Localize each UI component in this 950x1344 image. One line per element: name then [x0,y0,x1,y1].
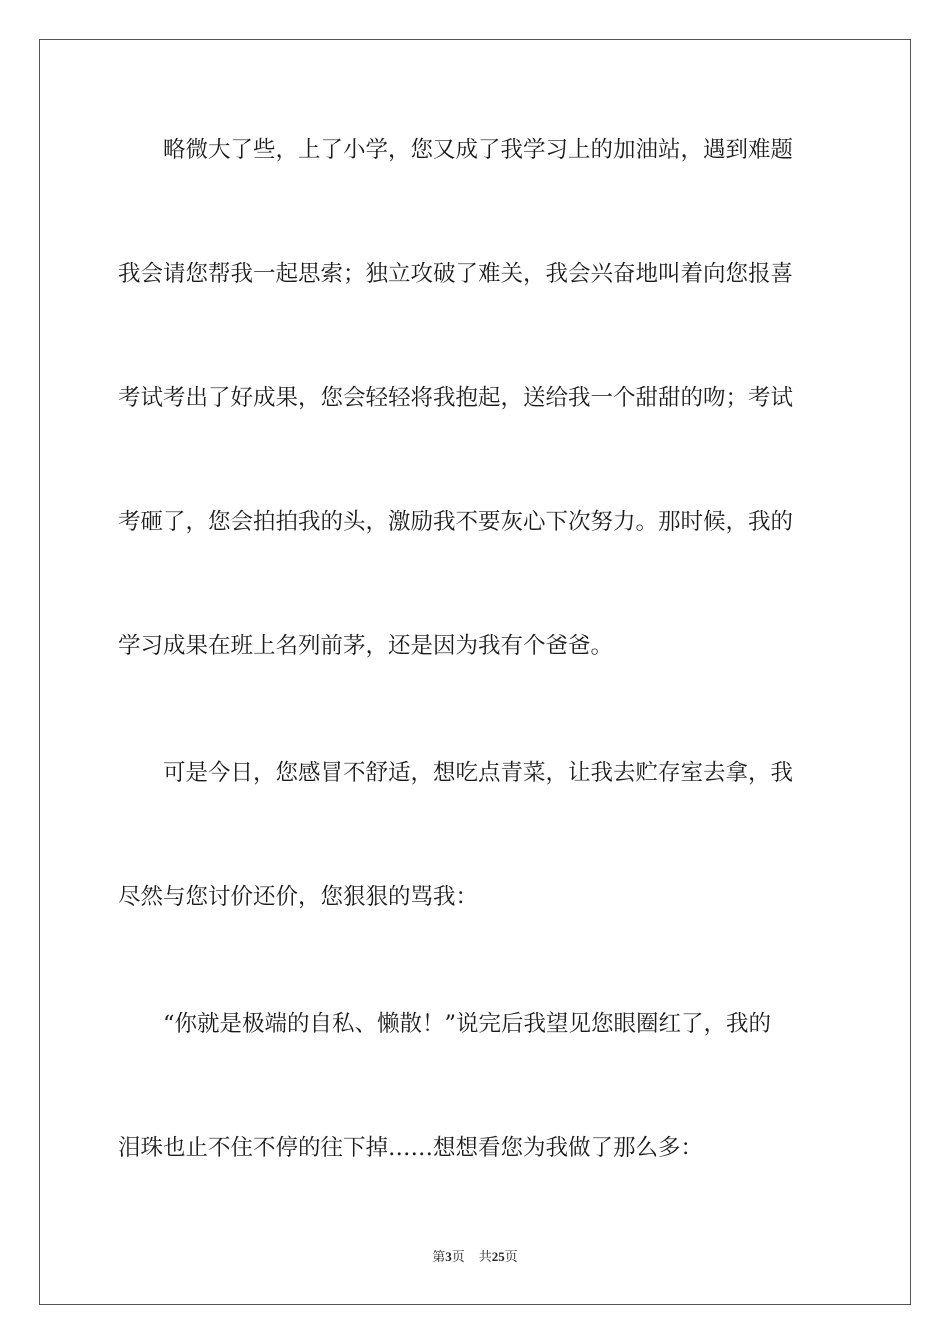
total-suffix: 页 [504,1250,518,1265]
paragraph-line: 我会请您帮我一起思索；独立攻破了难关，我会兴奋地叫着向您报喜 [118,261,794,287]
paragraph-line: 考砸了，您会拍拍我的头，激励我不要灰心下次努力。那时候，我的 [118,509,794,535]
page-footer [0,1248,950,1267]
paragraph-line: 考试考出了好成果，您会轻轻将我抱起，送给我一个甜甜的吻；考试 [118,385,794,411]
paragraph-line: “你就是极端的自私、懒散！”说完后我望见您眼圈红了，我的 [118,1011,772,1037]
paragraph-line: 可是今日，您感冒不舒适，想吃点青菜，让我去贮存室去拿，我 [118,760,794,786]
total-pages: 25 [491,1249,505,1264]
page-suffix: 页 [451,1250,465,1265]
paragraph-line: 泪珠也止不住不停的往下掉……想想看您为我做了那么多： [118,1135,704,1161]
paragraph-line: 学习成果在班上名列前茅，还是因为我有个爸爸。 [118,633,614,659]
total-prefix: 共 [478,1250,492,1265]
page-border [39,39,911,1305]
page-number: 3 [445,1249,452,1264]
paragraph-line: 尽然与您讨价还价，您狠狠的骂我： [118,884,479,910]
paragraph-line: 略微大了些，上了小学，您又成了我学习上的加油站，遇到难题 [118,137,794,163]
page-prefix: 第 [432,1250,446,1265]
